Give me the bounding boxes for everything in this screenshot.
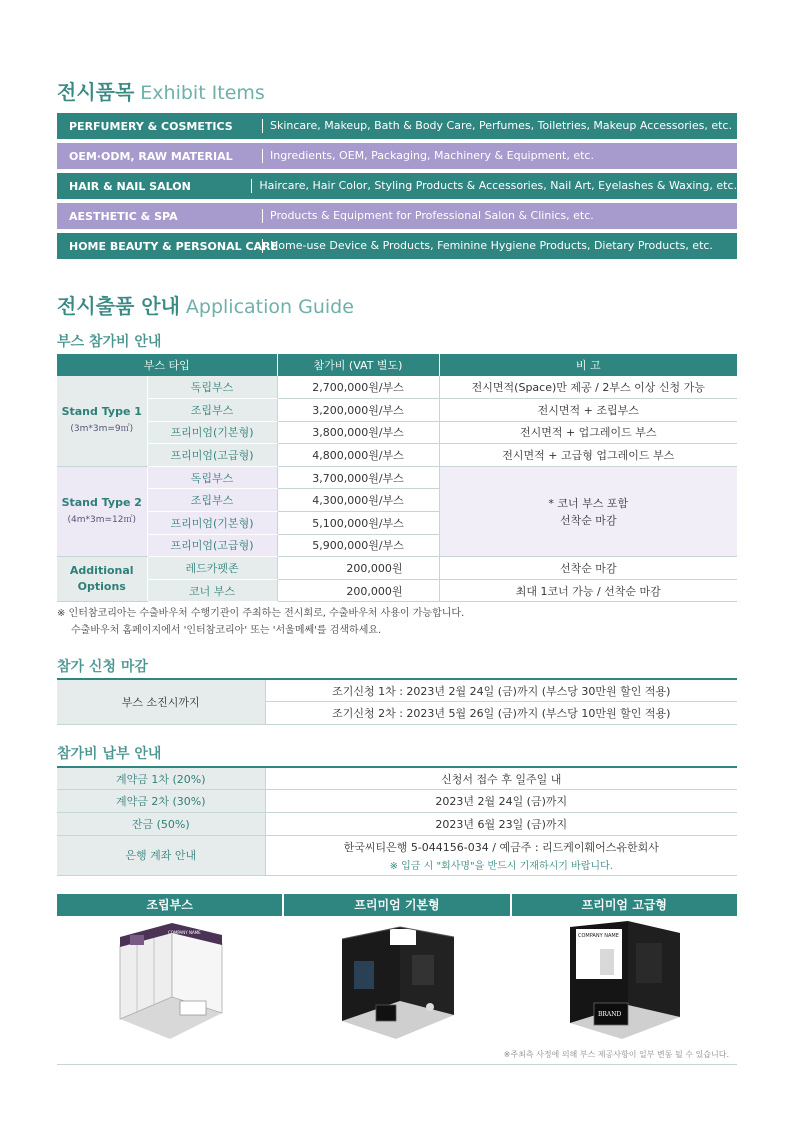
booth-type: 레드카펫존	[147, 557, 277, 580]
table-row	[57, 812, 737, 835]
deluxe-booth-brand: BRAND	[597, 1011, 621, 1018]
booth-note: 최대 1코너 가능 / 선착순 마감	[439, 579, 737, 602]
footnote-line1: ※ 인터참코리아는 수출바우처 수행기관이 주최하는 전시회로, 수출바우처 사용이 가능합니다.	[57, 608, 465, 619]
booth-type: 코너 부스	[147, 579, 277, 602]
table-row	[57, 835, 737, 875]
booth-note: 선착순 마감	[439, 557, 737, 580]
booth-note: 전시면적 + 업그레이드 부스	[439, 421, 737, 444]
booth-type: 조립부스	[147, 489, 277, 512]
booth-price: 4,300,000원/부스	[277, 489, 439, 512]
deadline-title: 참가 신청 마감	[57, 659, 148, 675]
booth-type: 프리미엄(고급형)	[147, 534, 277, 557]
table-row	[57, 790, 737, 813]
booth-price: 5,100,000원/부스	[277, 512, 439, 535]
exhibit-item	[57, 203, 737, 229]
deadline-label: 부스 소진시까지	[57, 679, 265, 724]
bank-value: 한국씨티은행 5-044156-034 / 예금주 : 리드케이훼어스유한회사	[343, 840, 659, 854]
voucher-footnote	[57, 605, 464, 639]
bank-label: 은행 계좌 안내	[57, 835, 265, 875]
table-row	[57, 444, 737, 467]
booth-note: 전시면적 + 고급형 업그레이드 부스	[439, 444, 737, 467]
booth-note: 전시면적(Space)만 제공 / 2부스 이상 신청 가능	[439, 376, 737, 399]
table-row	[57, 579, 737, 602]
booth-fee-table	[57, 354, 737, 602]
exhibit-title	[57, 76, 265, 105]
exhibit-item-category: AESTHETIC & SPA	[69, 209, 178, 223]
premium-deluxe-booth-illustration	[564, 919, 684, 1041]
additional-line1: Additional	[69, 564, 134, 578]
booth-type: 조립부스	[147, 399, 277, 422]
booth-change-note: ※주최측 사정에 의해 부스 제공사항이 일부 변동 될 수 있습니다.	[503, 1050, 729, 1059]
table-row	[57, 679, 737, 702]
exhibit-item-desc: Skincare, Makeup, Bath & Body Care, Perfumes, Toiletries, Makeup Accessories, etc.	[262, 119, 732, 133]
table-row	[57, 376, 737, 399]
type2-note	[439, 466, 737, 556]
bank-note: ※ 입금 시 "회사명"을 반드시 기재하시기 바랍니다.	[389, 860, 613, 872]
additional-options	[57, 557, 147, 602]
exhibit-item	[57, 173, 737, 199]
booth-type: 독립부스	[147, 466, 277, 489]
exhibit-item-category: PERFUMERY & COSMETICS	[69, 119, 233, 133]
booth-price: 200,000원	[277, 579, 439, 602]
premium-deluxe-booth-image	[510, 916, 737, 1041]
payment-label: 계약금 1차 (20%)	[57, 767, 265, 790]
booth-price: 3,700,000원/부스	[277, 466, 439, 489]
exhibit-item-desc: Ingredients, OEM, Packaging, Machinery & Equipment, etc.	[262, 149, 594, 163]
booth-images-row	[57, 916, 737, 1041]
booth-type: 프리미엄(기본형)	[147, 421, 277, 444]
header-booth-type: 부스 타입	[57, 354, 277, 376]
deadline-line1: 조기신청 1차 : 2023년 2월 24일 (금)까지 (부스당 30만원 할인 적용)	[265, 679, 737, 702]
header-price: 참가비 (VAT 별도)	[277, 354, 439, 376]
exhibit-item-desc: Products & Equipment for Professional Salon & Clinics, etc.	[262, 209, 594, 223]
booth-type: 독립부스	[147, 376, 277, 399]
payment-value: 신청서 접수 후 일주일 내	[265, 767, 737, 790]
booth-header-premium-deluxe: 프리미엄 고급형	[512, 894, 737, 916]
stand-type-2	[57, 466, 147, 556]
type2-note-line2: 선착순 마감	[559, 513, 617, 527]
bank-info	[265, 835, 737, 875]
exhibit-items-list	[57, 113, 737, 263]
guide-title-ko: 전시출품 안내	[57, 294, 180, 318]
exhibit-title-ko: 전시품목	[57, 80, 135, 104]
table-row	[57, 466, 737, 489]
table-row	[57, 421, 737, 444]
payment-value: 2023년 2월 24일 (금)까지	[265, 790, 737, 813]
payment-label: 계약금 2차 (30%)	[57, 790, 265, 813]
booth-price: 3,800,000원/부스	[277, 421, 439, 444]
table-row	[57, 399, 737, 422]
stand-type-1-name: Stand Type 1	[61, 405, 142, 419]
stand-type-2-size: (4m*3m=12㎡)	[67, 515, 136, 526]
booth-price: 200,000원	[277, 557, 439, 580]
guide-title-en: Application Guide	[185, 296, 354, 318]
booth-price: 3,200,000원/부스	[277, 399, 439, 422]
header-note: 비 고	[439, 354, 737, 376]
booth-note: 전시면적 + 조립부스	[439, 399, 737, 422]
deluxe-booth-sign: COMPANY NAME	[577, 933, 619, 939]
table-row	[57, 767, 737, 790]
exhibit-item	[57, 143, 737, 169]
exhibit-item	[57, 113, 737, 139]
guide-title	[57, 290, 354, 319]
additional-line2: Options	[77, 580, 126, 594]
standard-booth-image	[57, 916, 284, 1041]
stand-type-1-size: (3m*3m=9㎡)	[70, 424, 134, 435]
deadline-line2: 조기신청 2차 : 2023년 5월 26일 (금)까지 (부스당 10만원 할인 적용)	[265, 702, 737, 725]
standard-booth-sign: COMPANY NAME	[168, 930, 202, 935]
deadline-table	[57, 678, 737, 725]
exhibit-item	[57, 233, 737, 259]
booth-images-section	[57, 894, 737, 1065]
exhibit-title-en: Exhibit Items	[140, 82, 265, 104]
standard-booth-illustration	[110, 923, 230, 1041]
fee-table-header	[57, 354, 737, 376]
stand-type-2-name: Stand Type 2	[61, 496, 142, 510]
booth-header-standard: 조립부스	[57, 894, 284, 916]
exhibit-item-category: OEM·ODM, RAW MATERIAL	[69, 149, 233, 163]
payment-title: 참가비 납부 안내	[57, 746, 162, 762]
booth-price: 2,700,000원/부스	[277, 376, 439, 399]
exhibit-item-category: HOME BEAUTY & PERSONAL CARE	[69, 239, 279, 253]
exhibit-item-desc: Home-use Device & Products, Feminine Hygiene Products, Dietary Products, etc.	[262, 239, 713, 253]
booth-images-header	[57, 894, 737, 916]
exhibit-item-desc: Haircare, Hair Color, Styling Products & Accessories, Nail Art, Eyelashes & Waxing, etc.	[251, 179, 737, 193]
exhibit-item-category: HAIR & NAIL SALON	[69, 179, 191, 193]
booth-type: 프리미엄(기본형)	[147, 512, 277, 535]
fee-section-title: 부스 참가비 안내	[57, 334, 162, 350]
premium-basic-booth-illustration	[334, 921, 460, 1041]
booth-header-premium-basic: 프리미엄 기본형	[284, 894, 511, 916]
premium-basic-booth-image	[284, 916, 511, 1041]
table-row	[57, 557, 737, 580]
footnote-line2: 수출바우처 홈페이지에서 '인터참코리아' 또는 '서울메쎄'를 검색하세요.	[71, 625, 382, 636]
payment-label: 잔금 (50%)	[57, 812, 265, 835]
payment-value: 2023년 6월 23일 (금)까지	[265, 812, 737, 835]
stand-type-1	[57, 376, 147, 466]
type2-note-line1: * 코너 부스 포함	[548, 496, 629, 510]
booth-price: 4,800,000원/부스	[277, 444, 439, 467]
booth-price: 5,900,000원/부스	[277, 534, 439, 557]
payment-table	[57, 766, 737, 876]
booth-type: 프리미엄(고급형)	[147, 444, 277, 467]
